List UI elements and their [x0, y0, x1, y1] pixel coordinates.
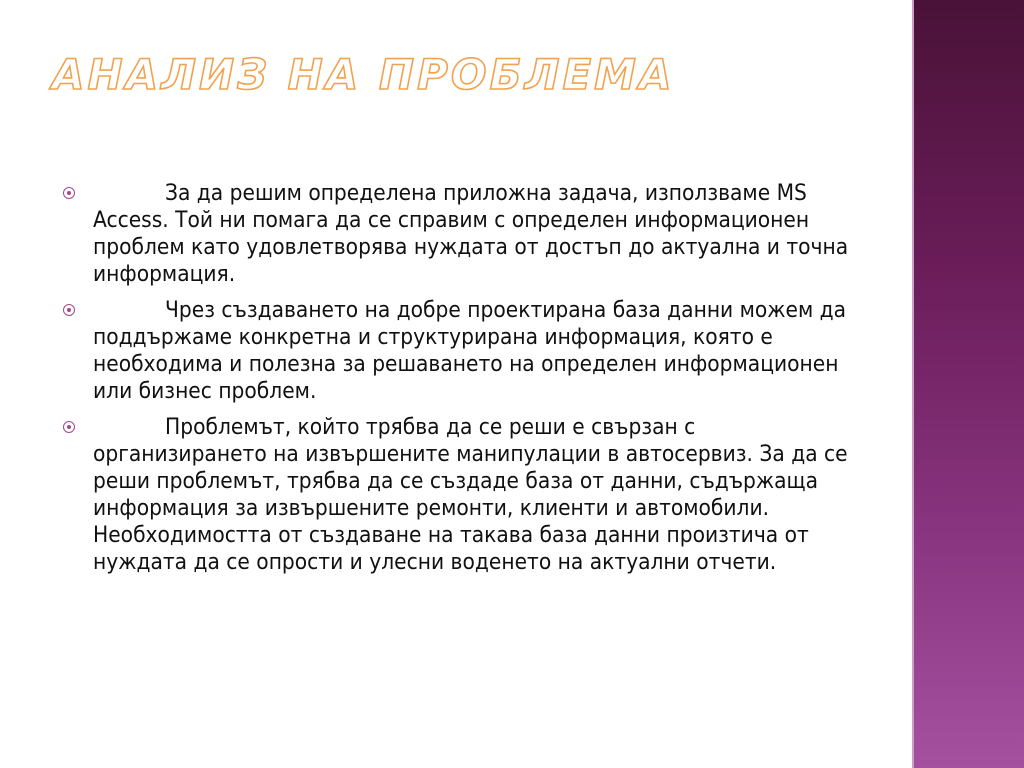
circle-dot-bullet-icon: [63, 304, 75, 316]
bullet-paragraph: [60, 297, 860, 405]
decorative-side-band: [912, 0, 1024, 768]
slide-title: АНАЛИЗ НА ПРОБЛЕМА: [52, 50, 675, 99]
slide-body: [60, 180, 860, 585]
paragraph-text: Чрез създаването на добре проектирана база данни можем да поддържаме конкретна и структурирана информация, която е необходима и полезна за решаването на определен информационен или бизнес проблем.: [93, 297, 847, 404]
circle-dot-bullet-icon: [63, 421, 75, 433]
paragraph-text: Проблемът, който трябва да се реши е свързан с организирането на извършените манипулации в автосервиз. За да се реши проблемът, трябва да се създаде база от данни, съдържаща информация за извършените ремонти, клиенти и автомобили. Необходимостта от създаване на такава база данни произтича от нуждата да се опрости и улесни воденето на актуални отчети.: [93, 414, 848, 575]
bullet-paragraph: [60, 180, 860, 288]
circle-dot-bullet-icon: [63, 187, 75, 199]
paragraph-text: За да решим определена приложна задача, използваме MS Access. Той ни помага да се справим с определен информационен проблем като удовлетворява нуждата от достъп до актуална и точна информация.: [93, 180, 849, 287]
bullet-paragraph: [60, 414, 860, 576]
side-band-edge: [912, 0, 914, 768]
